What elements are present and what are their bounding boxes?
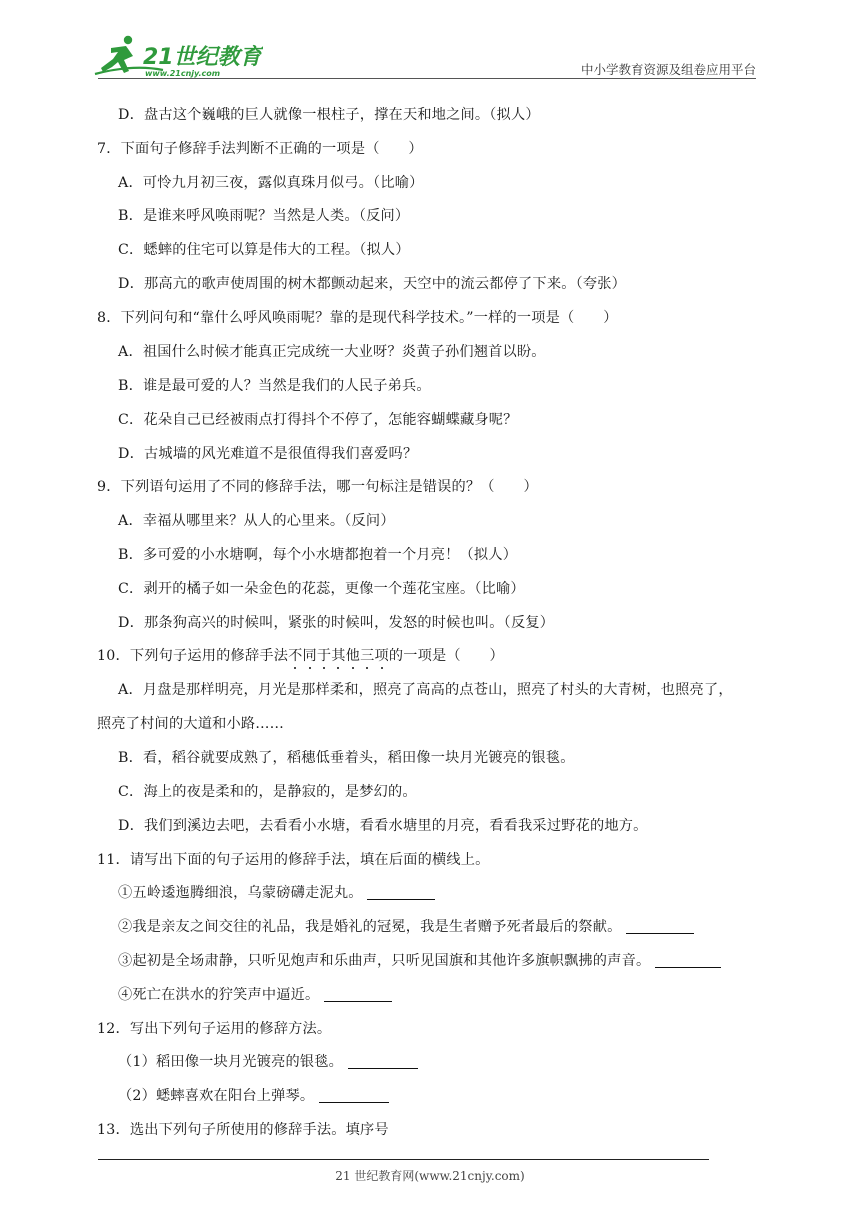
answer-blank[interactable]: [626, 919, 694, 934]
q10-option-a-continued: 照亮了村间的大道和小路……: [97, 716, 285, 732]
q8-option-b: B．谁是最可爱的人？当然是我们的人民子弟兵。: [118, 378, 431, 394]
logo-url: www.21cnjy.com: [145, 69, 221, 78]
q11-item-3: ③起初是全场肃静，只听见炮声和乐曲声，只听见国旗和其他许多旗帜飘拂的声音。: [118, 951, 721, 971]
logo-text: 21世纪教育: [143, 45, 262, 70]
q7-stem: 7．下面句子修辞手法判断不正确的一项是（ ）: [97, 141, 423, 157]
q10-stem-suffix: 的一项是（ ）: [388, 648, 504, 664]
answer-blank[interactable]: [655, 953, 721, 968]
emphasis-char: 其: [331, 648, 346, 664]
emphasis-char: 项: [374, 648, 389, 664]
answer-blank[interactable]: [319, 1088, 389, 1103]
q11-item-4: ④死亡在洪水的狞笑声中逼近。: [118, 985, 392, 1005]
platform-name: 中小学教育资源及组卷应用平台: [580, 62, 756, 77]
q10-option-b: B．看，稻谷就要成熟了，稻穗低垂着头，稻田像一块月光镀亮的银毯。: [118, 750, 575, 766]
q9-option-a: A．幸福从哪里来？从人的心里来。（反问）: [118, 513, 395, 529]
emphasis-char: 于: [316, 648, 332, 664]
footer-divider: [98, 1159, 709, 1160]
q10-stem-prefix: 10．下列句子运用的修辞手法: [97, 648, 289, 664]
q6-option-d: D．盘古这个巍峨的巨人就像一根柱子，撑在天和地之间。（拟人）: [118, 107, 540, 123]
q9-option-d: D．那条狗高兴的时候叫，紧张的时候叫，发怒的时候也叫。（反复）: [118, 615, 555, 631]
q12-item-1: （1）稻田像一块月光镀亮的银毯。: [118, 1052, 418, 1072]
q9-option-c: C．剥开的橘子如一朵金色的花蕊，更像一个莲花宝座。（比喻）: [118, 581, 525, 597]
q12-stem: 12．写出下列句子运用的修辞方法。: [97, 1021, 332, 1037]
emphasis-char: 他: [345, 648, 361, 664]
q11-stem: 11．请写出下面的句子运用的修辞手法，填在后面的横线上。: [97, 852, 490, 868]
q10-option-a: A．月盘是那样明亮，月光是那样柔和，照亮了高高的点苍山，照亮了村头的大青树，也照亮了，: [118, 682, 733, 698]
page-footer: 21 世纪教育网(www.21cnjy.com): [335, 1169, 525, 1183]
header-divider: [98, 78, 756, 79]
site-logo[interactable]: [93, 34, 263, 78]
q9-stem: 9．下列语句运用了不同的修辞手法，哪一句标注是错误的？（ ）: [97, 479, 538, 495]
q11-item-1: ①五岭逶迤腾细浪，乌蒙磅礴走泥丸。: [118, 883, 435, 903]
emphasis-char: 三: [360, 648, 375, 664]
q7-option-d: D．那高亢的歌声使周围的树木都颤动起来，天空中的流云都停了下来。（夸张）: [118, 276, 627, 292]
q7-option-b: B．是谁来呼风唤雨呢？当然是人类。（反问）: [118, 208, 410, 224]
answer-blank[interactable]: [367, 885, 435, 900]
q10-option-c: C．海上的夜是柔和的，是静寂的，是梦幻的。: [118, 784, 417, 800]
answer-blank[interactable]: [324, 987, 392, 1002]
q11-item-2: ②我是亲友之间交往的礼品，我是婚礼的冠冕，我是生者赠予死者最后的祭献。: [118, 917, 694, 937]
q12-item-2: （2）蟋蟀喜欢在阳台上弹琴。: [118, 1086, 389, 1106]
q13-stem: 13．选出下列句子所使用的修辞手法。填序号: [97, 1122, 389, 1138]
q8-option-a: A．祖国什么时候才能真正完成统一大业呀？炎黄子孙们翘首以盼。: [118, 344, 546, 360]
emphasis-char: 不: [288, 648, 303, 664]
q10-option-d: D．我们到溪边去吧，去看看小水塘，看看水塘里的月亮，看看我采过野花的地方。: [118, 818, 648, 834]
emphasis-char: 同: [302, 648, 317, 664]
runner-logo-icon: [93, 34, 263, 78]
answer-blank[interactable]: [348, 1054, 418, 1069]
page-header: [0, 0, 860, 80]
q8-option-d: D．古城墙的风光难道不是很值得我们喜爱吗？: [118, 446, 418, 462]
q7-option-a: A．可怜九月初三夜，露似真珠月似弓。（比喻）: [118, 175, 424, 191]
q8-option-c: C．花朵自己已经被雨点打得抖个不停了，怎能容蝴蝶藏身呢？: [118, 412, 518, 428]
q9-option-b: B．多可爱的小水塘啊，每个小水塘都抱着一个月亮！（拟人）: [118, 547, 518, 563]
q8-stem: 8．下列问句和“靠什么呼风唤雨呢？靠的是现代科学技术。”一样的一项是（ ）: [97, 310, 618, 326]
q7-option-c: C．蟋蟀的住宅可以算是伟大的工程。（拟人）: [118, 242, 410, 258]
q10-stem: [97, 646, 504, 666]
